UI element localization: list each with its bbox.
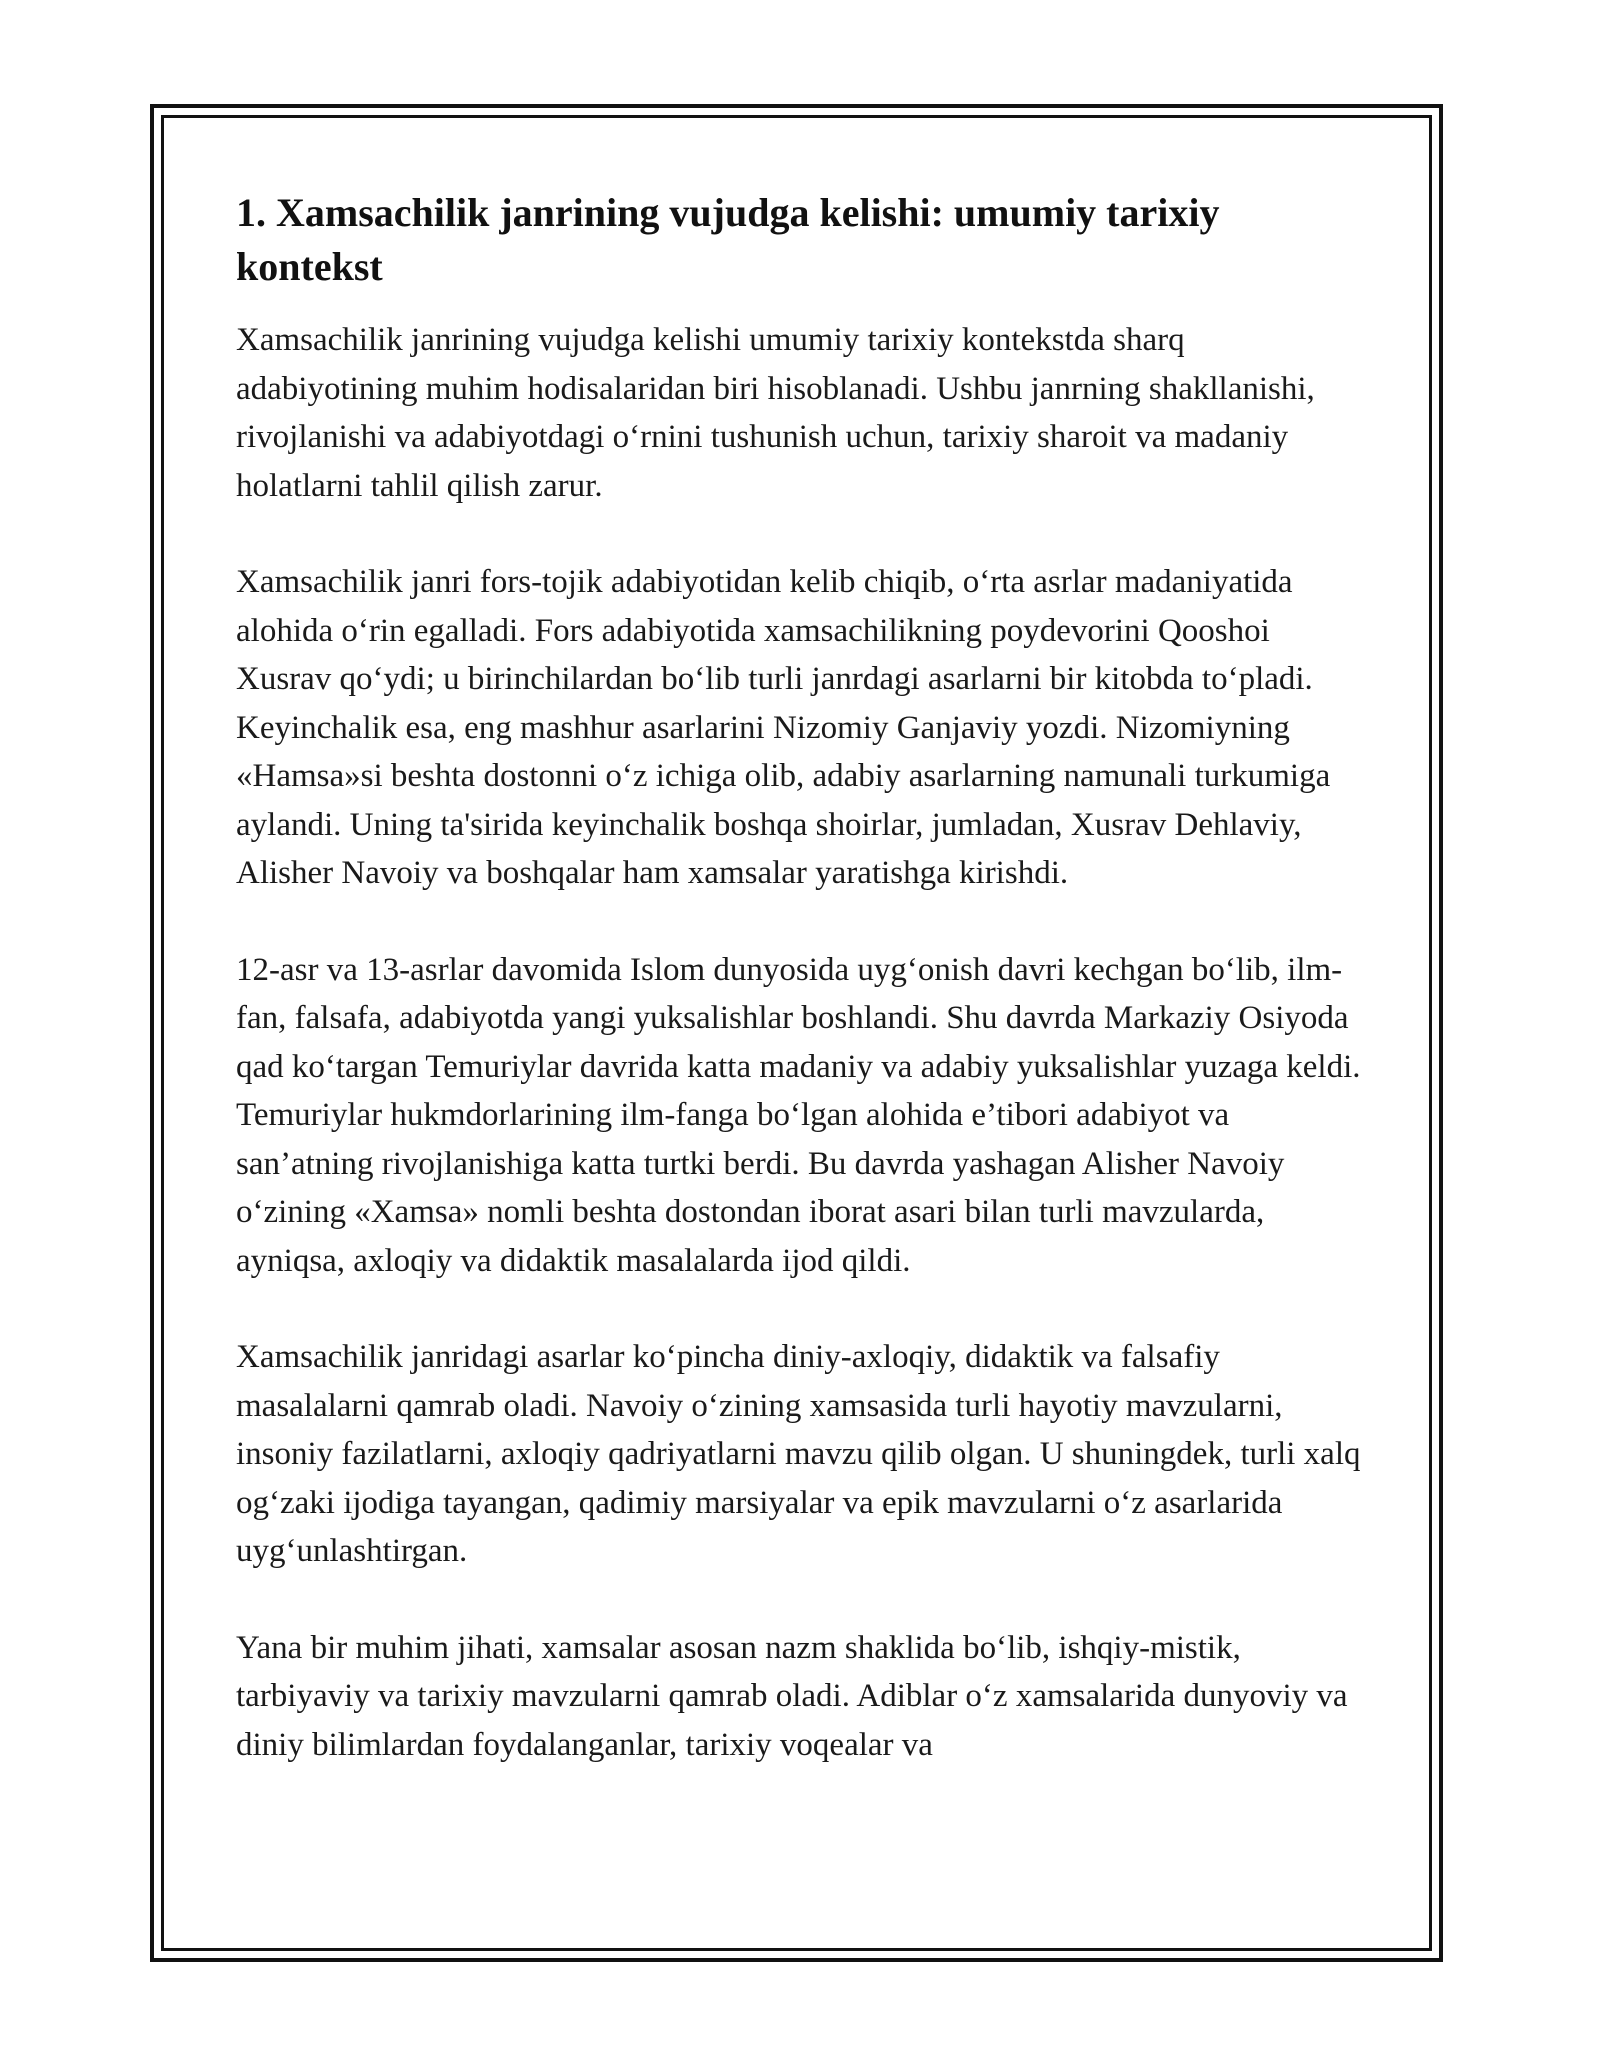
paragraph-1: Xamsachilik janrining vujudga kelishi umumiy tarixiy kontekstda sharq adabiyotining muhim hodisalaridan biri hisoblanadi. Ushbu janrning shakllanishi, rivojlanishi va adabiyotdagi o‘rnini tushunish uchun, tarixiy sharoit va madaniy holatlarni tahlil qilish zarur. [236, 322, 1315, 504]
document-body [236, 186, 1366, 1817]
paragraph-3: 12-asr va 13-asrlar davomida Islom dunyosida uyg‘onish davri kechgan bo‘lib, ilm-fan, falsafa, adabiyotda yangi yuksalishlar boshlandi. Shu davrda Markaziy Osiyoda qad ko‘targan Temuriylar davrida katta madaniy va adabiy yuksalishlar yuzaga keldi. Temuriylar hukmdorlarining ilm-fanga bo‘lgan alohida e’tibori adabiyot va san’atning rivojlanishiga katta turtki berdi. Bu davrda yashagan Alisher Navoiy o‘zining «Xamsa» nomli beshta dostondan iborat asari bilan turli mavzularda, ayniqsa, axloqiy va didaktik masalalarda ijod qildi. [236, 951, 1361, 1279]
section-heading: 1. Xamsachilik janrining vujudga kelishi: umumiy tarixiy kontekst [236, 190, 1220, 289]
paragraph-2: Xamsachilik janri fors-tojik adabiyotidan kelib chiqib, o‘rta asrlar madaniyatida alohida o‘rin egalladi. Fors adabiyotida xamsachilikning poydevorini Qooshoi Xusrav qo‘ydi; u birinchilardan bo‘lib turli janrdagi asarlarni bir kitobda to‘pladi. Keyinchalik esa, eng mashhur asarlarini Nizomiy Ganjaviy yozdi. Nizomiyning «Hamsa»si beshta dostonni o‘z ichiga olib, adabiy asarlarning namunali turkumiga aylandi. Uning ta'sirida keyinchalik boshqa shoirlar, jumladan, Xusrav Dehlaviy, Alisher Navoiy va boshqalar ham xamsalar yaratishga kirishdi. [236, 564, 1331, 891]
paragraph-5: Yana bir muhim jihati, xamsalar asosan nazm shaklida bo‘lib, ishqiy-mistik, tarbiyaviy va tarixiy mavzularni qamrab oladi. Adiblar o‘z xamsalarida dunyoviy va diniy bilimlardan foydalanganlar, tarixiy voqealar va [236, 1629, 1348, 1763]
paragraph-4: Xamsachilik janridagi asarlar ko‘pincha diniy-axloqiy, didaktik va falsafiy masalalarni qamrab oladi. Navoiy o‘zining xamsasida turli hayotiy mavzularni, insoniy fazilatlarni, axloqiy qadriyatlarni mavzu qilib olgan. U shuningdek, turli xalq og‘zaki ijodiga tayangan, qadimiy marsiyalar va epik mavzularni o‘z asarlarida uyg‘unlashtirgan. [236, 1339, 1361, 1569]
